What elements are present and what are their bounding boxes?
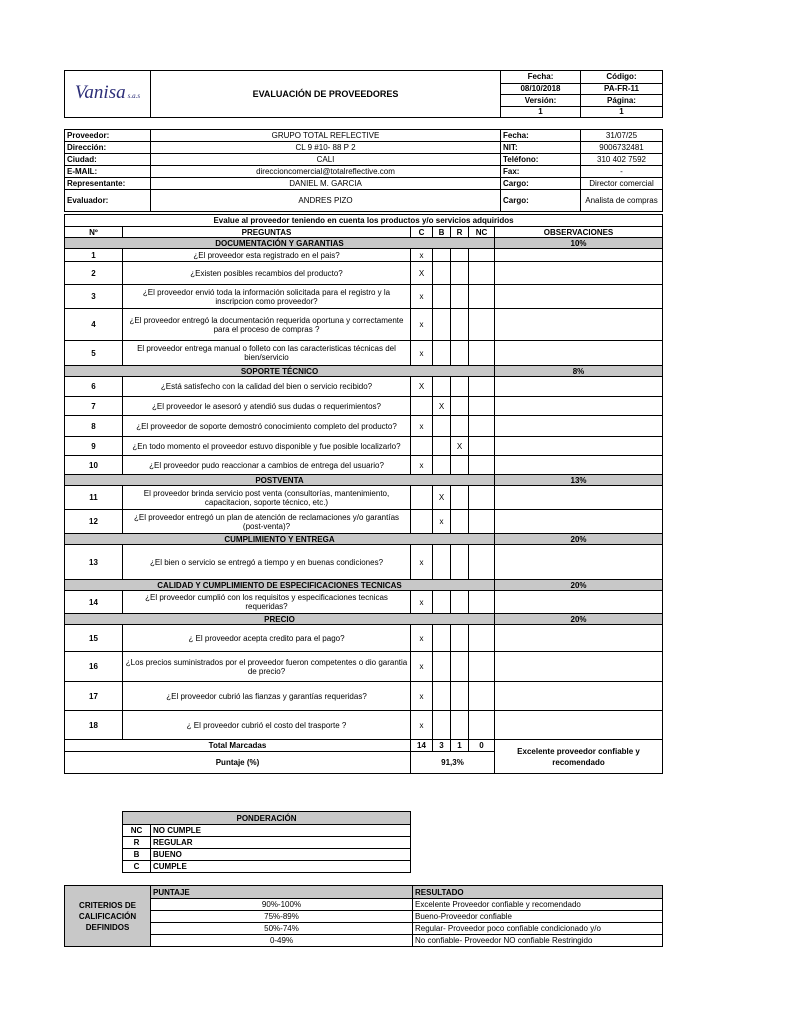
question-text: ¿ El proveedor cubrió el costo del trasporte ? xyxy=(123,711,411,740)
ponderacion-label: BUENO xyxy=(151,849,411,861)
ponderacion-code: NC xyxy=(123,825,151,837)
mark-c: x xyxy=(411,416,433,437)
resultado-header: RESULTADO xyxy=(413,886,663,899)
observation-cell xyxy=(495,591,663,614)
question-text: ¿Está satisfecho con la calidad del bien o servicio recibido? xyxy=(123,377,411,397)
question-number: 16 xyxy=(65,652,123,682)
mark-b xyxy=(433,262,451,285)
criterios-table xyxy=(64,885,663,947)
mark-nc xyxy=(469,591,495,614)
mark-r xyxy=(451,711,469,740)
observation-cell xyxy=(495,625,663,652)
question-number: 10 xyxy=(65,456,123,475)
observation-cell xyxy=(495,652,663,682)
observation-cell xyxy=(495,711,663,740)
header-fecha-value: 08/10/2018 xyxy=(501,83,581,94)
mark-nc xyxy=(469,309,495,341)
observation-cell xyxy=(495,285,663,309)
observation-cell xyxy=(495,377,663,397)
puntaje-value: 91,3% xyxy=(411,752,495,774)
question-number: 9 xyxy=(65,437,123,456)
total-b: 3 xyxy=(433,740,451,752)
section-percentage: 20% xyxy=(495,614,663,625)
question-number: 14 xyxy=(65,591,123,614)
mark-nc xyxy=(469,711,495,740)
mark-b xyxy=(433,285,451,309)
mark-b xyxy=(433,652,451,682)
mark-r xyxy=(451,510,469,534)
mark-b xyxy=(433,437,451,456)
observation-cell xyxy=(495,249,663,262)
observation-cell xyxy=(495,437,663,456)
observation-cell xyxy=(495,341,663,366)
mark-b: x xyxy=(433,510,451,534)
section-percentage: 20% xyxy=(495,534,663,545)
section-percentage: 8% xyxy=(495,366,663,377)
question-text: ¿El proveedor envió toda la información solicitada para el registro y la inscripcion como proveedor? xyxy=(123,285,411,309)
question-text: ¿El proveedor le asesoró y atendió sus dudas o requerimientos? xyxy=(123,397,411,416)
cargo-evaluador-label: Cargo: xyxy=(501,190,581,212)
mark-b xyxy=(433,377,451,397)
company-logo: Vanisa s.a.s xyxy=(65,71,151,118)
mark-r xyxy=(451,682,469,711)
question-number: 4 xyxy=(65,309,123,341)
mark-r xyxy=(451,397,469,416)
mark-r xyxy=(451,285,469,309)
mark-c: x xyxy=(411,309,433,341)
total-r: 1 xyxy=(451,740,469,752)
mark-c: x xyxy=(411,625,433,652)
supplier-info-table xyxy=(64,129,663,212)
mark-b xyxy=(433,591,451,614)
fecha-label: Fecha: xyxy=(501,130,581,142)
question-text: ¿ El proveedor acepta credito para el pago? xyxy=(123,625,411,652)
header-version-value: 1 xyxy=(501,106,581,118)
question-number: 7 xyxy=(65,397,123,416)
nit-value: 9006732481 xyxy=(581,142,663,154)
direccion-value: CL 9 #10- 88 P 2 xyxy=(151,142,501,154)
mark-b xyxy=(433,711,451,740)
mark-r xyxy=(451,652,469,682)
section-percentage: 13% xyxy=(495,475,663,486)
observation-cell xyxy=(495,262,663,285)
mark-c: x xyxy=(411,249,433,262)
representante-value: DANIEL M. GARCIA xyxy=(151,178,501,190)
mark-b xyxy=(433,545,451,580)
mark-b: X xyxy=(433,486,451,510)
ponderacion-code: R xyxy=(123,837,151,849)
section-title: CALIDAD Y CUMPLIMIENTO DE ESPECIFICACIONES TECNICAS xyxy=(65,580,495,591)
ponderacion-label: NO CUMPLE xyxy=(151,825,411,837)
col-header-nc: NC xyxy=(469,227,495,238)
question-text: ¿El proveedor entregó un plan de atención de reclamaciones y/o garantías (post-venta)? xyxy=(123,510,411,534)
section-title: DOCUMENTACIÓN Y GARANTIAS xyxy=(65,238,495,249)
ponderacion-label: REGULAR xyxy=(151,837,411,849)
total-c: 14 xyxy=(411,740,433,752)
question-text: ¿El proveedor cubrió las fianzas y garantías requeridas? xyxy=(123,682,411,711)
criterio-range: 50%-74% xyxy=(151,923,413,935)
mark-r: X xyxy=(451,437,469,456)
puntaje-label: Puntaje (%) xyxy=(65,752,411,774)
question-number: 2 xyxy=(65,262,123,285)
mark-c xyxy=(411,486,433,510)
mark-nc xyxy=(469,456,495,475)
section-percentage: 10% xyxy=(495,238,663,249)
header-pagina-label: Página: xyxy=(581,95,663,106)
form-title: EVALUACIÓN DE PROVEEDORES xyxy=(151,71,501,118)
email-label: E-MAIL: xyxy=(65,166,151,178)
instruction-text: Evalue al proveedor teniendo en cuenta los productos y/o servicios adquiridos xyxy=(65,215,663,227)
mark-nc xyxy=(469,682,495,711)
criterio-result: Regular- Proveedor poco confiable condicionado y/o xyxy=(413,923,663,935)
question-text: ¿Existen posibles recambios del producto? xyxy=(123,262,411,285)
mark-c: x xyxy=(411,711,433,740)
ponderacion-label: CUMPLE xyxy=(151,861,411,873)
observation-cell xyxy=(495,486,663,510)
question-text: ¿El proveedor entregó la documentación requerida oportuna y correctamente para el proceso de compras ? xyxy=(123,309,411,341)
ponderacion-code: C xyxy=(123,861,151,873)
question-text: ¿El proveedor cumplió con los requisitos y especificaciones tecnicas requeridas? xyxy=(123,591,411,614)
criterio-result: Excelente Proveedor confiable y recomendado xyxy=(413,899,663,911)
question-number: 3 xyxy=(65,285,123,309)
question-number: 13 xyxy=(65,545,123,580)
proveedor-label: Proveedor: xyxy=(65,130,151,142)
mark-c: X xyxy=(411,377,433,397)
cargo-value: Director comercial xyxy=(581,178,663,190)
mark-r xyxy=(451,625,469,652)
mark-c: x xyxy=(411,652,433,682)
col-header-r: R xyxy=(451,227,469,238)
total-nc: 0 xyxy=(469,740,495,752)
col-header-c: C xyxy=(411,227,433,238)
telefono-label: Teléfono: xyxy=(501,154,581,166)
cargo-evaluador-value: Analista de compras xyxy=(581,190,663,212)
mark-nc xyxy=(469,341,495,366)
mark-r xyxy=(451,545,469,580)
mark-c xyxy=(411,510,433,534)
mark-c xyxy=(411,397,433,416)
mark-b xyxy=(433,682,451,711)
proveedor-value: GRUPO TOTAL REFLECTIVE xyxy=(151,130,501,142)
evaluador-value: ANDRES PIZO xyxy=(151,190,501,212)
col-header-observaciones: OBSERVACIONES xyxy=(495,227,663,238)
mark-r xyxy=(451,377,469,397)
mark-c: X xyxy=(411,262,433,285)
question-text: ¿El bien o servicio se entregó a tiempo y en buenas condiciones? xyxy=(123,545,411,580)
header-codigo-label: Código: xyxy=(581,71,663,84)
mark-nc xyxy=(469,486,495,510)
representante-label: Representante: xyxy=(65,178,151,190)
col-header-preguntas: PREGUNTAS xyxy=(123,227,411,238)
observation-cell xyxy=(495,545,663,580)
mark-c: x xyxy=(411,545,433,580)
header-version-label: Versión: xyxy=(501,95,581,106)
section-title: PRECIO xyxy=(65,614,495,625)
observation-cell xyxy=(495,397,663,416)
observation-cell xyxy=(495,510,663,534)
mark-b xyxy=(433,456,451,475)
mark-b xyxy=(433,249,451,262)
mark-nc xyxy=(469,262,495,285)
direccion-label: Dirección: xyxy=(65,142,151,154)
criterio-range: 75%-89% xyxy=(151,911,413,923)
mark-nc xyxy=(469,416,495,437)
mark-nc xyxy=(469,397,495,416)
mark-nc xyxy=(469,285,495,309)
fecha-value: 31/07/25 xyxy=(581,130,663,142)
mark-b xyxy=(433,625,451,652)
ciudad-label: Ciudad: xyxy=(65,154,151,166)
question-number: 17 xyxy=(65,682,123,711)
header-codigo-value: PA-FR-11 xyxy=(581,83,663,94)
criterios-title: CRITERIOS DE CALIFICACIÓN DEFINIDOS xyxy=(65,886,151,947)
header-pagina-value: 1 xyxy=(581,106,663,118)
mark-r xyxy=(451,591,469,614)
mark-nc xyxy=(469,625,495,652)
section-title: POSTVENTA xyxy=(65,475,495,486)
mark-nc xyxy=(469,510,495,534)
criterio-result: No confiable- Proveedor NO confiable Restringido xyxy=(413,935,663,947)
header-table xyxy=(64,70,663,118)
question-number: 5 xyxy=(65,341,123,366)
fax-value: - xyxy=(581,166,663,178)
mark-r xyxy=(451,456,469,475)
mark-b: X xyxy=(433,397,451,416)
question-number: 11 xyxy=(65,486,123,510)
mark-r xyxy=(451,486,469,510)
mark-r xyxy=(451,309,469,341)
mark-nc xyxy=(469,652,495,682)
email-value: direccioncomercial@totalreflective.com xyxy=(151,166,501,178)
question-text: ¿En todo momento el proveedor estuvo disponible y fue posible localizarlo? xyxy=(123,437,411,456)
result-text: Excelente proveedor confiable y recomendado xyxy=(495,740,663,774)
question-number: 1 xyxy=(65,249,123,262)
question-number: 18 xyxy=(65,711,123,740)
section-percentage: 20% xyxy=(495,580,663,591)
mark-r xyxy=(451,249,469,262)
mark-r xyxy=(451,416,469,437)
question-text: ¿El proveedor de soporte demostró conocimiento completo del producto? xyxy=(123,416,411,437)
telefono-value: 310 402 7592 xyxy=(581,154,663,166)
criterio-range: 90%-100% xyxy=(151,899,413,911)
mark-c: x xyxy=(411,682,433,711)
mark-nc xyxy=(469,249,495,262)
header-fecha-label: Fecha: xyxy=(501,71,581,84)
col-header-n: Nº xyxy=(65,227,123,238)
question-number: 6 xyxy=(65,377,123,397)
mark-c: x xyxy=(411,456,433,475)
observation-cell xyxy=(495,416,663,437)
observation-cell xyxy=(495,309,663,341)
ponderacion-title: PONDERACIÓN xyxy=(123,812,411,825)
criterio-range: 0-49% xyxy=(151,935,413,947)
question-text: El proveedor entrega manual o folleto con las caracteristicas técnicas del bien/servicio xyxy=(123,341,411,366)
mark-r xyxy=(451,341,469,366)
observation-cell xyxy=(495,682,663,711)
section-title: SOPORTE TÉCNICO xyxy=(65,366,495,377)
observation-cell xyxy=(495,456,663,475)
ponderacion-code: B xyxy=(123,849,151,861)
question-text: ¿El proveedor pudo reaccionar a cambios de entrega del usuario? xyxy=(123,456,411,475)
criterio-result: Bueno-Proveedor confiable xyxy=(413,911,663,923)
question-text: ¿Los precios suministrados por el proveedor fueron competentes o dio garantia de precio? xyxy=(123,652,411,682)
mark-c: x xyxy=(411,341,433,366)
col-header-b: B xyxy=(433,227,451,238)
mark-r xyxy=(451,262,469,285)
total-label: Total Marcadas xyxy=(65,740,411,752)
mark-c: x xyxy=(411,591,433,614)
evaluation-table xyxy=(64,214,663,774)
question-text: El proveedor brinda servicio post venta (consultorías, mantenimiento, capacitacion, soporte técnico, etc.) xyxy=(123,486,411,510)
puntaje-header: PUNTAJE xyxy=(151,886,413,899)
mark-b xyxy=(433,341,451,366)
ciudad-value: CALI xyxy=(151,154,501,166)
mark-nc xyxy=(469,377,495,397)
mark-b xyxy=(433,309,451,341)
mark-b xyxy=(433,416,451,437)
cargo-label: Cargo: xyxy=(501,178,581,190)
mark-nc xyxy=(469,545,495,580)
mark-nc xyxy=(469,437,495,456)
ponderacion-table xyxy=(122,811,411,873)
fax-label: Fax: xyxy=(501,166,581,178)
question-number: 12 xyxy=(65,510,123,534)
question-number: 8 xyxy=(65,416,123,437)
evaluador-label: Evaluador: xyxy=(65,190,151,212)
mark-c xyxy=(411,437,433,456)
question-text: ¿El proveedor esta registrado en el pais? xyxy=(123,249,411,262)
section-title: CUMPLIMIENTO Y ENTREGA xyxy=(65,534,495,545)
mark-c: x xyxy=(411,285,433,309)
question-number: 15 xyxy=(65,625,123,652)
nit-label: NIT: xyxy=(501,142,581,154)
